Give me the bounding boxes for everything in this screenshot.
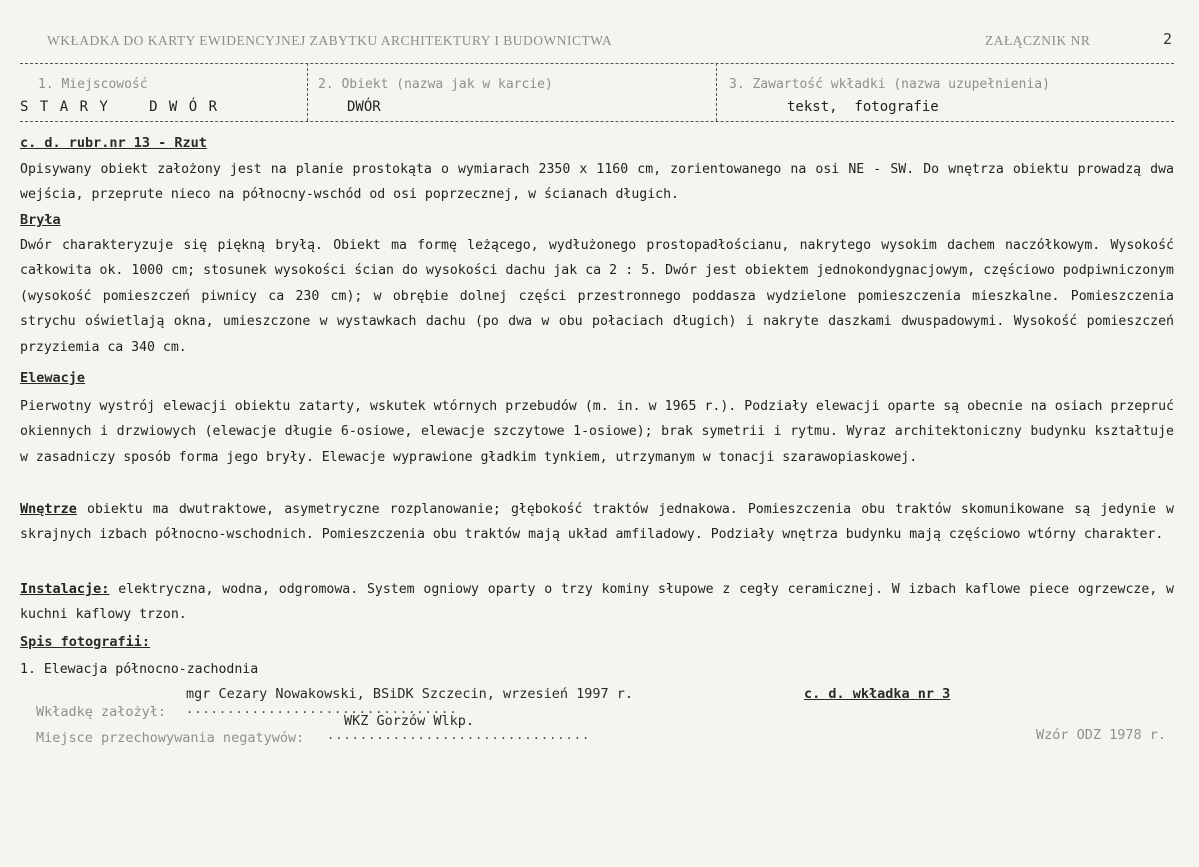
card-title: WKŁADKA DO KARTY EWIDENCYJNEJ ZABYTKU ARCHITEKTURY I BUDOWNICTWA bbox=[47, 33, 613, 48]
divider-col-2 bbox=[716, 63, 717, 121]
form-model: Wzór ODZ 1978 r. bbox=[1036, 727, 1167, 743]
negatives-dots: ................................ bbox=[327, 728, 591, 742]
founded-by-value: mgr Cezary Nowakowski, BSiDK Szczecin, wrzesień 1997 r. bbox=[186, 686, 634, 702]
photo-list-item: 1. Elewacja północno-zachodnia bbox=[20, 662, 259, 677]
divider-top bbox=[20, 63, 1174, 64]
annex-label: ZAŁĄCZNIK NR bbox=[985, 33, 1091, 48]
content-value: tekst, fotografie bbox=[787, 99, 939, 115]
content-label: 3. Zawartość wkładki (nazwa uzupełnienia) bbox=[729, 77, 1050, 92]
locality-label: 1. Miejscowość bbox=[38, 77, 148, 92]
negatives-value: WKZ Gorzów Wlkp. bbox=[344, 713, 475, 729]
continuation-note: c. d. wkładka nr 3 bbox=[804, 686, 951, 702]
elewacje-heading: Elewacje bbox=[20, 370, 86, 386]
instalacje-heading: Instalacje: bbox=[20, 581, 110, 597]
spis-heading: Spis fotografii: bbox=[20, 634, 151, 650]
rzut-text: Opisywany obiekt założony jest na planie prostokąta o wymiarach 2350 x 1160 cm, zorientowanego na osi NE - SW. Do wnętrza obiektu prowadzą dwa wejścia, przeprute nieco na północny-wschód od osi poprzecznej, w ścianach długich. bbox=[20, 162, 1174, 203]
object-value: DWÓR bbox=[347, 99, 381, 115]
object-label: 2. Obiekt (nazwa jak w karcie) bbox=[318, 77, 553, 92]
elewacje-text: Pierwotny wystrój elewacji obiektu zatarty, wskutek wtórnych przebudów (m. in. w 1965 r.). Podziały elewacji oparte są obecnie na osiach przepruć okiennych i drzwiowych (elewacje długie 6-osiowe, elewacje szczytowe 1-osiowe); brak symetrii i rytmu. Wyraz architektoniczny budynku kształtuje w zasadniczy sposób forma jego bryły. Elewacje wyprawione gładkim tynkiem, utrzymanym w tonacji szarawopiaskowej. bbox=[20, 399, 1174, 465]
founded-by-dots: ................................. bbox=[186, 702, 458, 716]
divider-bottom bbox=[20, 121, 1174, 122]
negatives-label: Miejsce przechowywania negatywów: bbox=[36, 730, 305, 746]
divider-col-1 bbox=[307, 63, 308, 121]
founded-by-label: Wkładkę założył: bbox=[36, 704, 167, 720]
instalacje-paragraph bbox=[20, 577, 1174, 628]
wnetrze-heading: Wnętrze bbox=[20, 501, 77, 517]
bryla-text: Dwór charakteryzuje się piękną bryłą. Obiekt ma formę leżącego, wydłużonego prostopadłościanu, nakrytego wysokim dachem naczółkowym. Wysokość całkowita ok. 1000 cm; stosunek wysokości ścian do wysokości dachu jak ca 2 : 5. Dwór jest obiektem jednokondygnacjowym, częściowo podpiwniczonym (wysokość pomieszczeń piwnicy ca 230 cm); w obrębie dolnej części przestronnego poddasza wydzielone pomieszczenia mieszkalne. Pomieszczenia strychu oświetlają okna, umieszczone w wystawkach dachu (po dwa w obu połaciach długich) i nakryte daszkami dwuspadowymi. Wysokość pomieszczeń przyziemia ca 340 cm. bbox=[20, 238, 1174, 355]
wnetrze-text: obiektu ma dwutraktowe, asymetryczne rozplanowanie; głębokość traktów jednakowa. Pomieszczenia obu traktów skomunikowane są jedynie w skrajnych izbach północno-wschodnich. Pomieszczenia obu traktów mają układ amfiladowy. Podziały wnętrza budynku mają częściowo wtórny charakter. bbox=[20, 502, 1174, 543]
instalacje-text: elektryczna, wodna, odgromowa. System ogniowy oparty o trzy kominy słupowe z cegły ceramicznej. W izbach kaflowe piece ogrzewcze, w kuchni kaflowy trzon. bbox=[20, 582, 1174, 623]
rzut-heading: c. d. rubr.nr 13 - Rzut bbox=[20, 135, 207, 151]
annex-number: 2 bbox=[1163, 30, 1173, 48]
locality-value: S T A R Y D W Ó R bbox=[20, 99, 219, 115]
bryla-heading: Bryła bbox=[20, 212, 61, 228]
wnetrze-paragraph bbox=[20, 497, 1174, 548]
